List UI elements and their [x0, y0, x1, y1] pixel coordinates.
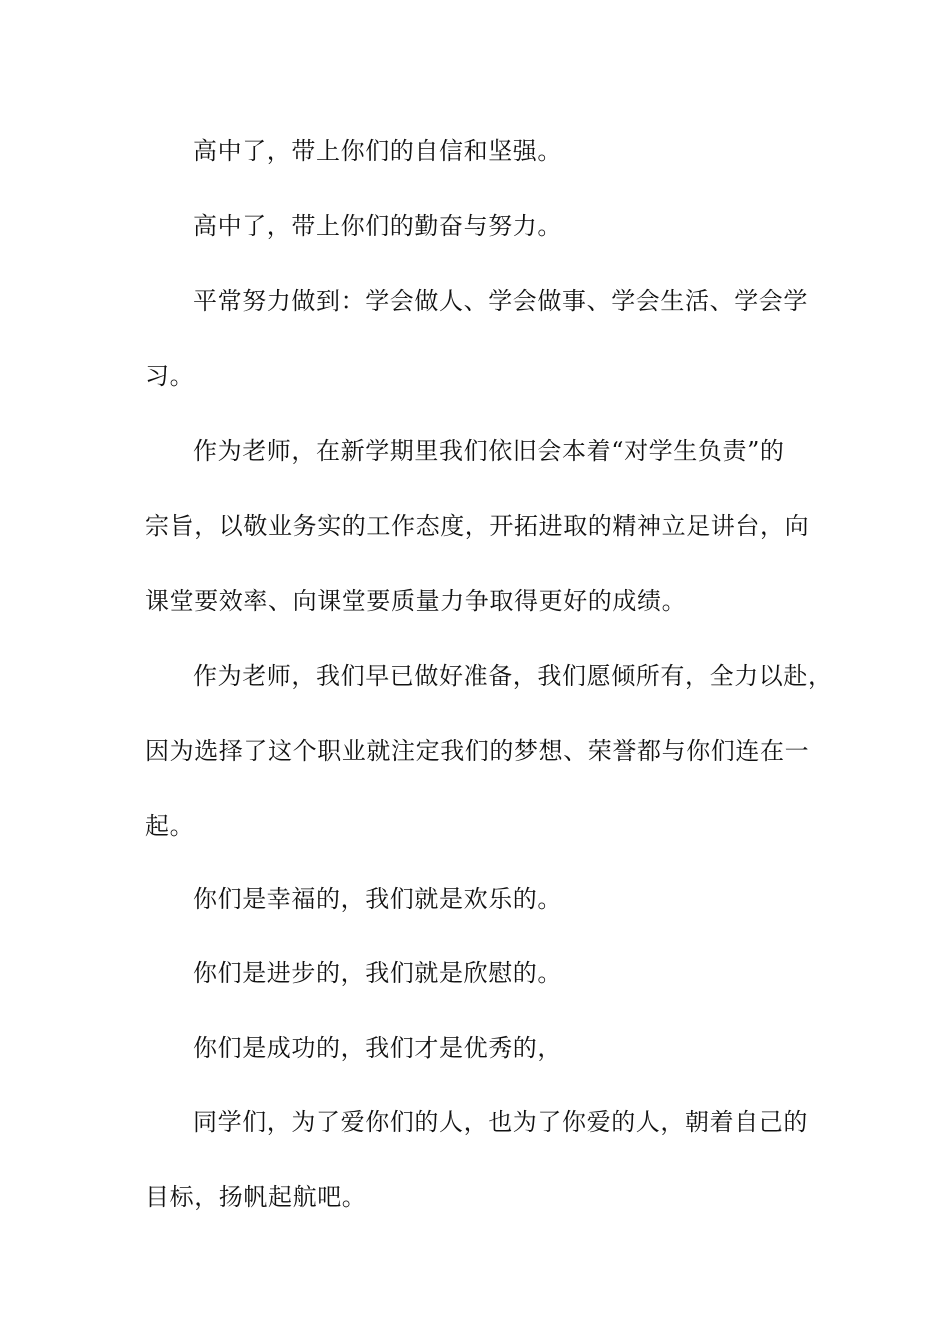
paragraph-line: 平常努力做到：学会做人、学会做事、学会生活、学会学	[193, 287, 808, 315]
paragraph-line: 作为老师，在新学期里我们依旧会本着“对学生负责”的	[193, 437, 785, 465]
paragraph-line: 你们是幸福的，我们就是欢乐的。	[193, 885, 562, 913]
paragraph-line: 同学们，为了爱你们的人，也为了你爱的人，朝着自己的	[193, 1108, 808, 1136]
paragraph-line: 宗旨，以敬业务实的工作态度，开拓进取的精神立足讲台，向	[145, 512, 810, 540]
paragraph-line: 高中了，带上你们的勤奋与努力。	[193, 212, 562, 240]
paragraph-line: 因为选择了这个职业就注定我们的梦想、荣誉都与你们连在一	[145, 737, 810, 765]
paragraph-line: 你们是成功的，我们才是优秀的，	[193, 1034, 562, 1062]
paragraph-line: 习。	[145, 362, 195, 390]
paragraph-line: 高中了，带上你们的自信和坚强。	[193, 137, 562, 165]
paragraph-line: 目标，扬帆起航吧。	[145, 1183, 367, 1211]
paragraph-line: 课堂要效率、向课堂要质量力争取得更好的成绩。	[145, 587, 687, 615]
paragraph-line: 作为老师，我们早已做好准备，我们愿倾所有，全力以赴，	[193, 662, 833, 690]
paragraph-line: 起。	[145, 812, 195, 840]
paragraph-line: 你们是进步的，我们就是欣慰的。	[193, 959, 562, 987]
